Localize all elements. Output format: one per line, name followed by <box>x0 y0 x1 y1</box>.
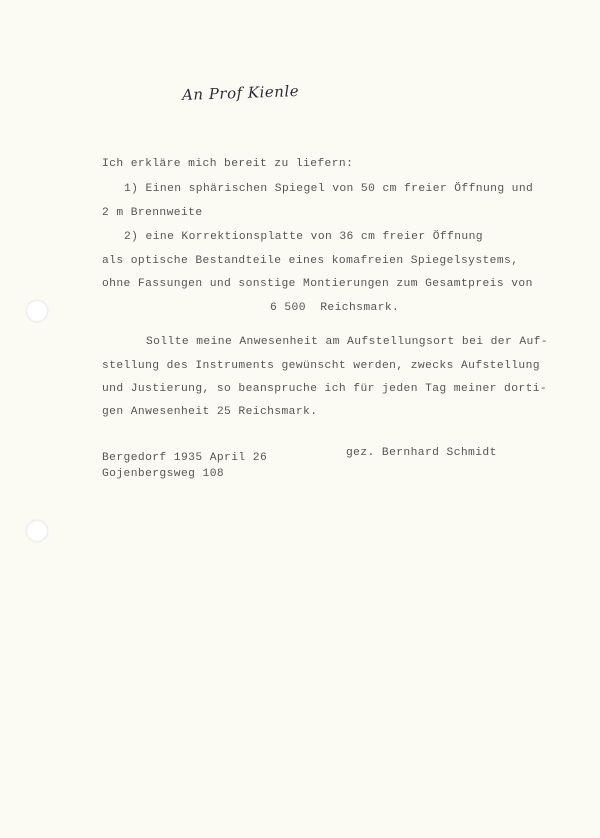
signature-line: gez. Bernhard Schmidt <box>346 447 497 459</box>
place-date: Bergedorf 1935 April 26 <box>102 452 268 464</box>
punch-hole-bottom <box>26 520 48 542</box>
sender-address: Gojenbergsweg 108 <box>102 468 225 480</box>
intro-line: Ich erkläre mich bereit zu liefern: <box>102 158 354 170</box>
item1-line1: 1) Einen sphärischen Spiegel von 50 cm freier Öffnung und <box>124 183 534 195</box>
paragraph-line2: stellung des Instruments gewünscht werden, zwecks Aufstellung <box>102 360 540 372</box>
paragraph-line3: und Justierung, so beanspruche ich für jeden Tag meiner dorti- <box>102 383 548 395</box>
item2-line1: 2) eine Korrektionsplatte von 36 cm freier Öffnung <box>124 231 483 243</box>
paragraph-line1: Sollte meine Anwesenheit am Aufstellungsort bei der Auf- <box>146 336 549 348</box>
item1-line2: 2 m Brennweite <box>102 207 203 219</box>
item2-line2: als optische Bestandteile eines komafreien Spiegelsystems, <box>102 255 519 267</box>
paragraph-line4: gen Anwesenheit 25 Reichsmark. <box>102 406 318 418</box>
handwritten-addressee: An Prof Kienle <box>181 81 300 105</box>
price-line: 6 500 Reichsmark. <box>270 302 400 314</box>
punch-hole-top <box>26 300 48 322</box>
item2-line3: ohne Fassungen und sonstige Montierungen zum Gesamtpreis von <box>102 278 533 290</box>
